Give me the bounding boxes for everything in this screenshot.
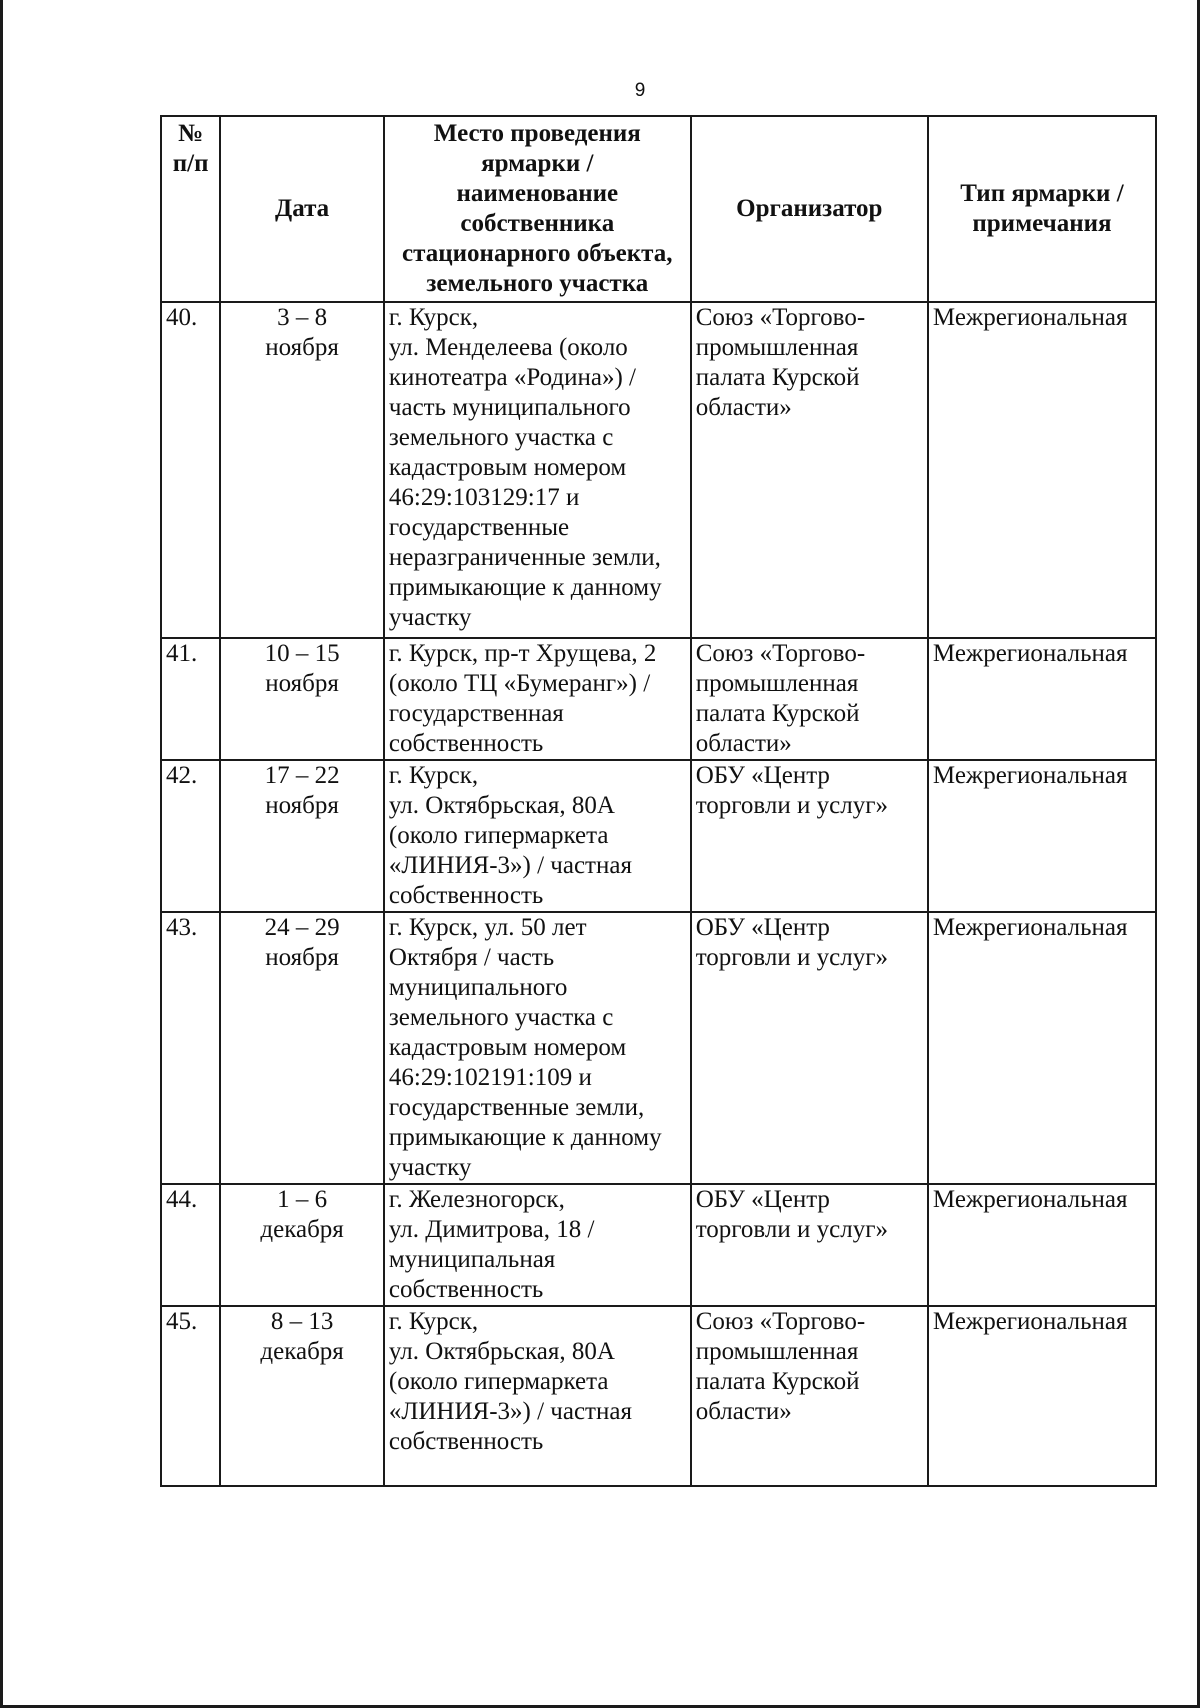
row-number: 45.	[161, 1306, 220, 1486]
scan-border-left	[0, 0, 3, 1708]
header-fair-type: Тип ярмарки / примечания	[928, 116, 1156, 302]
row-organizer: ОБУ «Центр торговли и услуг»	[691, 1184, 928, 1306]
row-place: г. Курск, ул. Октябрьская, 80А (около гипермаркета «ЛИНИЯ-3») / частная собственность	[384, 760, 691, 912]
header-number: № п/п	[161, 116, 220, 302]
table-row	[161, 912, 1156, 1184]
row-place: г. Курск, пр-т Хрущева, 2 (около ТЦ «Бумеранг») / государственная собственность	[384, 638, 691, 760]
row-number: 40.	[161, 302, 220, 638]
fairs-schedule-table	[160, 115, 1157, 1487]
table-row	[161, 760, 1156, 912]
table-row	[161, 1306, 1156, 1486]
row-organizer: Союз «Торгово- промышленная палата Курской области»	[691, 1306, 928, 1486]
row-organizer: ОБУ «Центр торговли и услуг»	[691, 760, 928, 912]
row-fair-type: Межрегиональная	[928, 912, 1156, 1184]
row-fair-type: Межрегиональная	[928, 638, 1156, 760]
row-date: 3 – 8 ноября	[220, 302, 384, 638]
row-number: 43.	[161, 912, 220, 1184]
row-date: 10 – 15 ноября	[220, 638, 384, 760]
table-header	[161, 116, 1156, 302]
row-number: 42.	[161, 760, 220, 912]
row-date: 1 – 6 декабря	[220, 1184, 384, 1306]
header-date: Дата	[220, 116, 384, 302]
header-place: Место проведения ярмарки / наименование собственника стационарного объекта, земельного участка	[384, 116, 691, 302]
row-date: 8 – 13 декабря	[220, 1306, 384, 1486]
table-body	[161, 302, 1156, 1486]
header-row	[161, 116, 1156, 302]
row-place: г. Курск, ул. Менделеева (около кинотеатра «Родина») / часть муниципального земельного участка с кадастровым номером 46:29:103129:17 и государственные неразграниченные земли, примыкающие к данному участку	[384, 302, 691, 638]
row-place: г. Курск, ул. 50 лет Октября / часть муниципального земельного участка с кадастровым номером 46:29:102191:109 и государственные земли, примыкающие к данному участку	[384, 912, 691, 1184]
page-number: 9	[634, 80, 646, 101]
row-date: 24 – 29 ноября	[220, 912, 384, 1184]
row-fair-type: Межрегиональная	[928, 302, 1156, 638]
row-organizer: ОБУ «Центр торговли и услуг»	[691, 912, 928, 1184]
row-place: г. Железногорск, ул. Димитрова, 18 / муниципальная собственность	[384, 1184, 691, 1306]
row-organizer: Союз «Торгово- промышленная палата Курской области»	[691, 638, 928, 760]
row-fair-type: Межрегиональная	[928, 760, 1156, 912]
row-number: 44.	[161, 1184, 220, 1306]
row-place: г. Курск, ул. Октябрьская, 80А (около гипермаркета «ЛИНИЯ-3») / частная собственность	[384, 1306, 691, 1486]
row-fair-type: Межрегиональная	[928, 1306, 1156, 1486]
table-row	[161, 1184, 1156, 1306]
row-date: 17 – 22 ноября	[220, 760, 384, 912]
row-organizer: Союз «Торгово- промышленная палата Курской области»	[691, 302, 928, 638]
table-row	[161, 302, 1156, 638]
row-fair-type: Межрегиональная	[928, 1184, 1156, 1306]
row-number: 41.	[161, 638, 220, 760]
header-organizer: Организатор	[691, 116, 928, 302]
table-row	[161, 638, 1156, 760]
